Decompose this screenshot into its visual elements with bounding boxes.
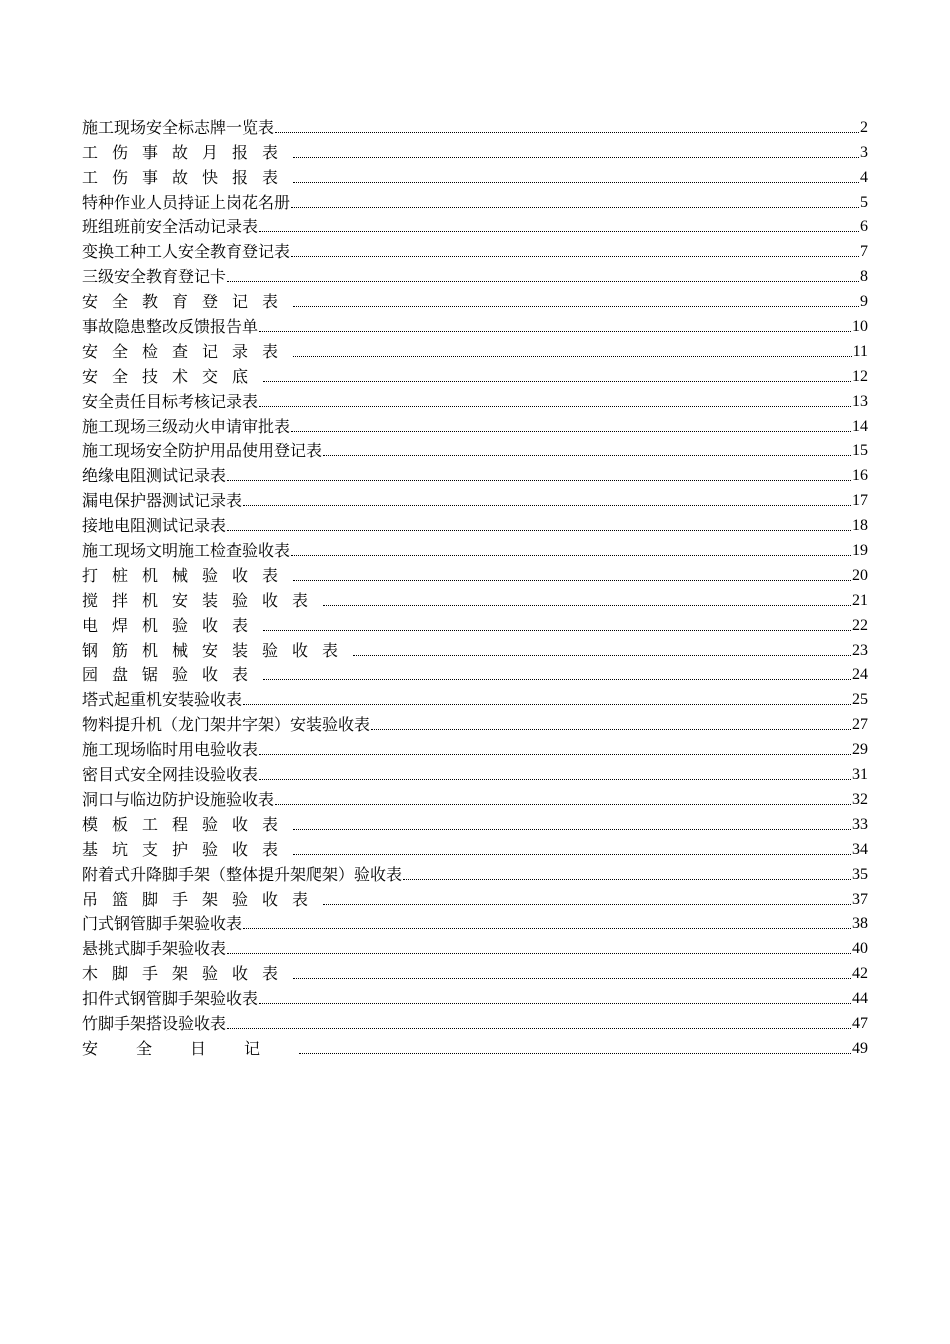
toc-dot-leader bbox=[243, 928, 851, 929]
toc-dot-leader bbox=[293, 829, 851, 830]
toc-entry[interactable] bbox=[82, 113, 868, 138]
toc-dot-leader bbox=[293, 356, 852, 357]
toc-entry-page-number: 16 bbox=[852, 467, 868, 485]
toc-entry-page-number: 22 bbox=[852, 616, 868, 634]
toc-dot-leader bbox=[323, 455, 851, 456]
toc-entry-title: 塔式起重机安装验收表 bbox=[82, 690, 243, 710]
toc-dot-leader bbox=[227, 953, 851, 954]
toc-entry-title: 工伤事故快报表 bbox=[82, 167, 293, 187]
toc-entry-title: 门式钢管脚手架验收表 bbox=[82, 914, 243, 934]
toc-entry-title: 基坑支护验收表 bbox=[82, 839, 293, 859]
toc-dot-leader bbox=[227, 530, 851, 531]
toc-entry-title: 模板工程验收表 bbox=[82, 814, 293, 834]
toc-dot-leader bbox=[293, 854, 851, 855]
toc-entry[interactable] bbox=[82, 735, 868, 760]
toc-entry-page-number: 35 bbox=[852, 865, 868, 883]
toc-entry-title: 变换工种工人安全教育登记表 bbox=[82, 242, 291, 262]
toc-dot-leader bbox=[259, 331, 851, 332]
toc-entry-title: 悬挑式脚手架验收表 bbox=[82, 939, 227, 959]
toc-entry-title: 接地电阻测试记录表 bbox=[82, 516, 227, 536]
toc-entry-title: 电焊机验收表 bbox=[82, 615, 263, 635]
toc-entry-title: 搅拌机安装验收表 bbox=[82, 590, 323, 610]
toc-entry-page-number: 20 bbox=[852, 566, 868, 584]
toc-entry[interactable] bbox=[82, 561, 868, 586]
toc-entry-title: 附着式升降脚手架（整体提升架爬架）验收表 bbox=[82, 864, 403, 884]
toc-dot-leader bbox=[263, 381, 851, 382]
toc-dot-leader bbox=[403, 879, 851, 880]
toc-entry[interactable] bbox=[82, 785, 868, 810]
toc-entry[interactable] bbox=[82, 287, 868, 312]
toc-entry-page-number: 5 bbox=[860, 193, 868, 211]
toc-entry[interactable] bbox=[82, 138, 868, 163]
toc-dot-leader bbox=[291, 555, 851, 556]
toc-entry-page-number: 12 bbox=[852, 367, 868, 385]
toc-dot-leader bbox=[293, 580, 851, 581]
toc-entry[interactable] bbox=[82, 312, 868, 337]
toc-dot-leader bbox=[259, 779, 851, 780]
toc-entry-title: 安全技术交底 bbox=[82, 366, 263, 386]
toc-entry-page-number: 32 bbox=[852, 790, 868, 808]
toc-entry-page-number: 13 bbox=[852, 392, 868, 410]
toc-entry-title: 安全教育登记表 bbox=[82, 292, 293, 312]
toc-entry-page-number: 11 bbox=[852, 342, 868, 360]
toc-entry-page-number: 47 bbox=[852, 1014, 868, 1032]
toc-entry-title: 钢筋机械安装验收表 bbox=[82, 640, 353, 660]
toc-entry-page-number: 27 bbox=[852, 716, 868, 734]
toc-entry-page-number: 2 bbox=[860, 118, 868, 136]
toc-dot-leader bbox=[293, 306, 859, 307]
toc-entry-page-number: 42 bbox=[852, 965, 868, 983]
toc-dot-leader bbox=[371, 729, 851, 730]
toc-entry[interactable] bbox=[82, 337, 868, 362]
toc-entry-title: 园盘锯验收表 bbox=[82, 665, 263, 685]
toc-dot-leader bbox=[259, 231, 859, 232]
toc-entry[interactable] bbox=[82, 437, 868, 462]
toc-entry[interactable] bbox=[82, 213, 868, 238]
toc-entry-title: 扣件式钢管脚手架验收表 bbox=[82, 989, 259, 1009]
toc-entry[interactable] bbox=[82, 412, 868, 437]
toc-dot-leader bbox=[263, 679, 851, 680]
toc-entry-title: 三级安全教育登记卡 bbox=[82, 267, 227, 287]
toc-entry[interactable] bbox=[82, 163, 868, 188]
toc-dot-leader bbox=[293, 978, 851, 979]
toc-entry[interactable] bbox=[82, 586, 868, 611]
toc-entry-title: 工伤事故月报表 bbox=[82, 142, 293, 162]
toc-entry[interactable] bbox=[82, 511, 868, 536]
toc-dot-leader bbox=[227, 1028, 851, 1029]
toc-entry-title: 班组班前安全活动记录表 bbox=[82, 217, 259, 237]
toc-entry[interactable] bbox=[82, 237, 868, 262]
table-of-contents bbox=[82, 113, 868, 1059]
toc-entry-title: 事故隐患整改反馈报告单 bbox=[82, 317, 259, 337]
toc-dot-leader bbox=[291, 256, 859, 257]
toc-entry-page-number: 18 bbox=[852, 517, 868, 535]
toc-entry[interactable] bbox=[82, 1034, 868, 1059]
toc-dot-leader bbox=[259, 1003, 851, 1004]
toc-entry-page-number: 3 bbox=[860, 143, 868, 161]
toc-entry[interactable] bbox=[82, 710, 868, 735]
toc-entry-title: 施工现场安全防护用品使用登记表 bbox=[82, 441, 323, 461]
toc-entry-title: 特种作业人员持证上岗花名册 bbox=[82, 192, 291, 212]
toc-dot-leader bbox=[275, 132, 859, 133]
toc-entry-title: 物料提升机（龙门架井字架）安装验收表 bbox=[82, 715, 371, 735]
toc-entry-page-number: 23 bbox=[852, 641, 868, 659]
toc-entry[interactable] bbox=[82, 959, 868, 984]
toc-entry-page-number: 31 bbox=[852, 766, 868, 784]
toc-entry[interactable] bbox=[82, 362, 868, 387]
toc-entry-title: 漏电保护器测试记录表 bbox=[82, 491, 243, 511]
toc-entry-title: 洞口与临边防护设施验收表 bbox=[82, 789, 275, 809]
toc-dot-leader bbox=[299, 1053, 851, 1054]
toc-entry[interactable] bbox=[82, 685, 868, 710]
toc-entry-page-number: 40 bbox=[852, 940, 868, 958]
toc-entry-page-number: 29 bbox=[852, 741, 868, 759]
toc-entry[interactable] bbox=[82, 885, 868, 910]
toc-entry-title: 竹脚手架搭设验收表 bbox=[82, 1013, 227, 1033]
toc-entry[interactable] bbox=[82, 661, 868, 686]
toc-entry[interactable] bbox=[82, 835, 868, 860]
toc-entry-title: 打桩机械验收表 bbox=[82, 565, 293, 585]
toc-entry-page-number: 8 bbox=[860, 268, 868, 286]
toc-entry-page-number: 7 bbox=[860, 243, 868, 261]
toc-entry-page-number: 49 bbox=[852, 1039, 868, 1057]
toc-entry[interactable] bbox=[82, 1009, 868, 1034]
toc-entry-title: 安全检查记录表 bbox=[82, 341, 293, 361]
toc-entry[interactable] bbox=[82, 461, 868, 486]
toc-dot-leader bbox=[275, 804, 851, 805]
toc-entry-page-number: 15 bbox=[852, 442, 868, 460]
toc-entry-title: 施工现场三级动火申请审批表 bbox=[82, 416, 291, 436]
toc-entry-page-number: 34 bbox=[852, 840, 868, 858]
toc-entry[interactable] bbox=[82, 984, 868, 1009]
toc-entry-page-number: 37 bbox=[852, 890, 868, 908]
toc-entry-title: 施工现场临时用电验收表 bbox=[82, 740, 259, 760]
toc-entry-page-number: 25 bbox=[852, 691, 868, 709]
toc-dot-leader bbox=[227, 480, 851, 481]
toc-dot-leader bbox=[323, 605, 851, 606]
toc-entry-title: 安全日记 bbox=[82, 1038, 299, 1058]
toc-entry-page-number: 24 bbox=[852, 666, 868, 684]
toc-dot-leader bbox=[243, 704, 851, 705]
toc-entry-page-number: 6 bbox=[860, 218, 868, 236]
toc-entry[interactable] bbox=[82, 636, 868, 661]
toc-entry[interactable] bbox=[82, 810, 868, 835]
toc-entry-page-number: 17 bbox=[852, 492, 868, 510]
toc-entry-title: 施工现场文明施工检查验收表 bbox=[82, 541, 291, 561]
toc-entry-page-number: 19 bbox=[852, 542, 868, 560]
toc-entry-title: 施工现场安全标志牌一览表 bbox=[82, 117, 275, 137]
toc-dot-leader bbox=[293, 157, 859, 158]
toc-dot-leader bbox=[259, 754, 851, 755]
toc-dot-leader bbox=[263, 630, 851, 631]
toc-entry-title: 安全责任目标考核记录表 bbox=[82, 391, 259, 411]
toc-entry[interactable] bbox=[82, 486, 868, 511]
toc-entry-page-number: 9 bbox=[860, 293, 868, 311]
toc-entry-page-number: 38 bbox=[852, 915, 868, 933]
toc-entry[interactable] bbox=[82, 387, 868, 412]
toc-entry-title: 绝缘电阻测试记录表 bbox=[82, 466, 227, 486]
toc-entry[interactable] bbox=[82, 188, 868, 213]
toc-entry[interactable] bbox=[82, 910, 868, 935]
toc-entry-title: 木脚手架验收表 bbox=[82, 964, 293, 984]
toc-entry-title: 吊篮脚手架验收表 bbox=[82, 889, 323, 909]
toc-dot-leader bbox=[243, 505, 851, 506]
toc-entry-page-number: 33 bbox=[852, 815, 868, 833]
toc-entry-title: 密目式安全网挂设验收表 bbox=[82, 765, 259, 785]
toc-entry-page-number: 4 bbox=[860, 168, 868, 186]
toc-entry[interactable] bbox=[82, 611, 868, 636]
toc-entry-page-number: 10 bbox=[852, 318, 868, 336]
toc-entry[interactable] bbox=[82, 760, 868, 785]
toc-entry-page-number: 21 bbox=[852, 591, 868, 609]
toc-entry[interactable] bbox=[82, 536, 868, 561]
toc-entry[interactable] bbox=[82, 262, 868, 287]
toc-dot-leader bbox=[323, 904, 851, 905]
toc-dot-leader bbox=[353, 655, 851, 656]
toc-dot-leader bbox=[227, 281, 859, 282]
toc-dot-leader bbox=[291, 207, 859, 208]
toc-entry-page-number: 44 bbox=[852, 990, 868, 1008]
toc-dot-leader bbox=[293, 182, 859, 183]
toc-dot-leader bbox=[259, 406, 851, 407]
toc-dot-leader bbox=[291, 431, 851, 432]
toc-entry[interactable] bbox=[82, 934, 868, 959]
toc-entry-page-number: 14 bbox=[852, 417, 868, 435]
toc-entry[interactable] bbox=[82, 860, 868, 885]
